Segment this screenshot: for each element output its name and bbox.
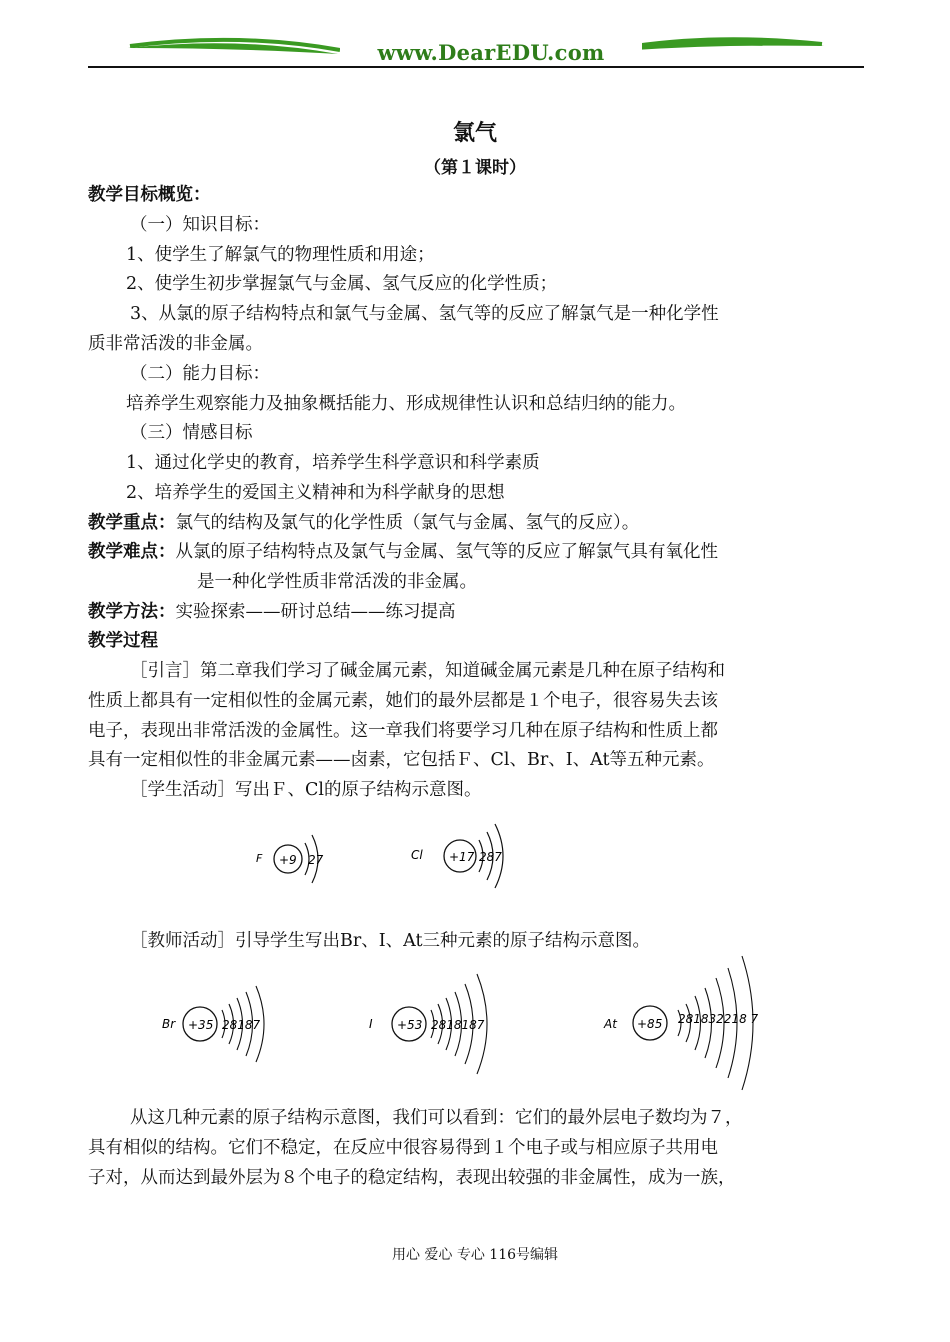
atom-symbol-at: At (604, 1017, 617, 1031)
knowledge-item-3: 3、从氯的原子结构特点和氯气与金属、氢气等的反应了解氯气是一种化学性 (130, 304, 719, 324)
summary-line-1: 从这几种元素的原子结构示意图，我们可以看到：它们的最外层电子数均为７， (130, 1108, 743, 1128)
page-title: 氯气 (452, 121, 497, 146)
method-label: 教学方法： (88, 602, 176, 622)
knowledge-item-3-cont: 质非常活泼的非金属。 (88, 334, 263, 354)
atom-nucleus-f: +9 (279, 853, 297, 867)
intro-line-3: 电子，表现出非常活泼的金属性。这一章我们将要学习几种在原子结构和性质上都 (88, 721, 718, 741)
intro-line-2: 性质上都具有一定相似性的金属元素，她们的最外层都是１个电子，很容易失去该 (88, 691, 718, 711)
knowledge-item-2: 2、使学生初步掌握氯气与金属、氢气反应的化学性质； (126, 274, 558, 294)
intro-line-1: ［引言］第二章我们学习了碱金属元素，知道碱金属元素是几种在原子结构和 (130, 661, 725, 681)
method-line (88, 600, 456, 624)
difficulty-label: 教学难点： (88, 542, 176, 562)
process-heading: 教学过程 (88, 631, 158, 651)
atom-nucleus-cl: +17 (449, 850, 475, 864)
atom-diagram-at (600, 948, 780, 1102)
objectives-heading: 教学目标概览： (88, 185, 211, 205)
focus-line (88, 511, 639, 535)
difficulty-line (88, 540, 718, 564)
summary-line-3: 子对，从而达到最外层为８个电子的稳定结构，表现出较强的非金属性，成为一族， (88, 1168, 736, 1188)
atom-diagram-br (158, 980, 288, 1079)
atom-shells-br: 28187 (222, 1018, 261, 1032)
atom-diagram-cl (405, 812, 525, 906)
atom-nucleus-i: +53 (397, 1018, 423, 1032)
atom-symbol-f: F (256, 852, 263, 865)
focus-label: 教学重点： (88, 513, 176, 533)
page-footer: 用心 爱心 专心 116号编辑 (391, 1247, 559, 1263)
method-text: 实验探索——研讨总结——练习提高 (175, 602, 456, 622)
emotion-item-1: 1、通过化学史的教育，培养学生科学意识和科学素质 (126, 453, 540, 473)
intro-line-4: 具有一定相似性的非金属元素——卤素，它包括Ｆ、Cl、Br、I、At等五种元素。 (88, 750, 715, 770)
page-subtitle: （第１课时） (424, 158, 526, 178)
emotion-heading: （三）情感目标 (130, 423, 253, 443)
knowledge-heading: （一）知识目标： (130, 215, 270, 235)
atom-symbol-cl: Cl (411, 848, 423, 862)
atom-nucleus-br: +35 (188, 1018, 214, 1032)
atom-symbol-br: Br (162, 1017, 176, 1031)
teacher-activity: ［教师活动］引导学生写出Br、I、At三种元素的原子结构示意图。 (130, 931, 650, 951)
difficulty-text-2: 是一种化学性质非常活泼的非金属。 (197, 572, 477, 592)
emotion-item-2: 2、培养学生的爱国主义精神和为科学献身的思想 (126, 483, 505, 503)
site-logo-text[interactable]: www.DearEDU.com (340, 40, 642, 65)
atom-shells-cl: 287 (479, 850, 502, 864)
ability-heading: （二）能力目标： (130, 364, 270, 384)
atom-nucleus-at: +85 (637, 1017, 663, 1031)
atom-shells-f: 27 (308, 853, 324, 867)
focus-text: 氯气的结构及氯气的化学性质（氯气与金属、氢气的反应）。 (175, 513, 640, 533)
summary-line-2: 具有相似的结构。它们不稳定，在反应中很容易得到１个电子或与相应原子共用电 (88, 1138, 718, 1158)
atom-diagram-i (365, 968, 505, 1087)
knowledge-item-1: 1、使学生了解氯气的物理性质和用途； (126, 245, 435, 265)
atom-diagram-f (250, 815, 340, 899)
ability-item-1: 培养学生观察能力及抽象概括能力、形成规律性认识和总结归纳的能力。 (126, 394, 686, 414)
atom-shells-i: 2818187 (431, 1018, 485, 1032)
difficulty-text-1: 从氯的原子结构特点及氯气与金属、氢气等的反应了解氯气具有氧化性 (175, 542, 718, 562)
atom-symbol-i: I (369, 1017, 373, 1031)
atom-shells-at: 281832218 7 (678, 1012, 759, 1026)
header-rule (88, 66, 864, 68)
student-activity: ［学生活动］写出Ｆ、Cl的原子结构示意图。 (130, 780, 482, 800)
